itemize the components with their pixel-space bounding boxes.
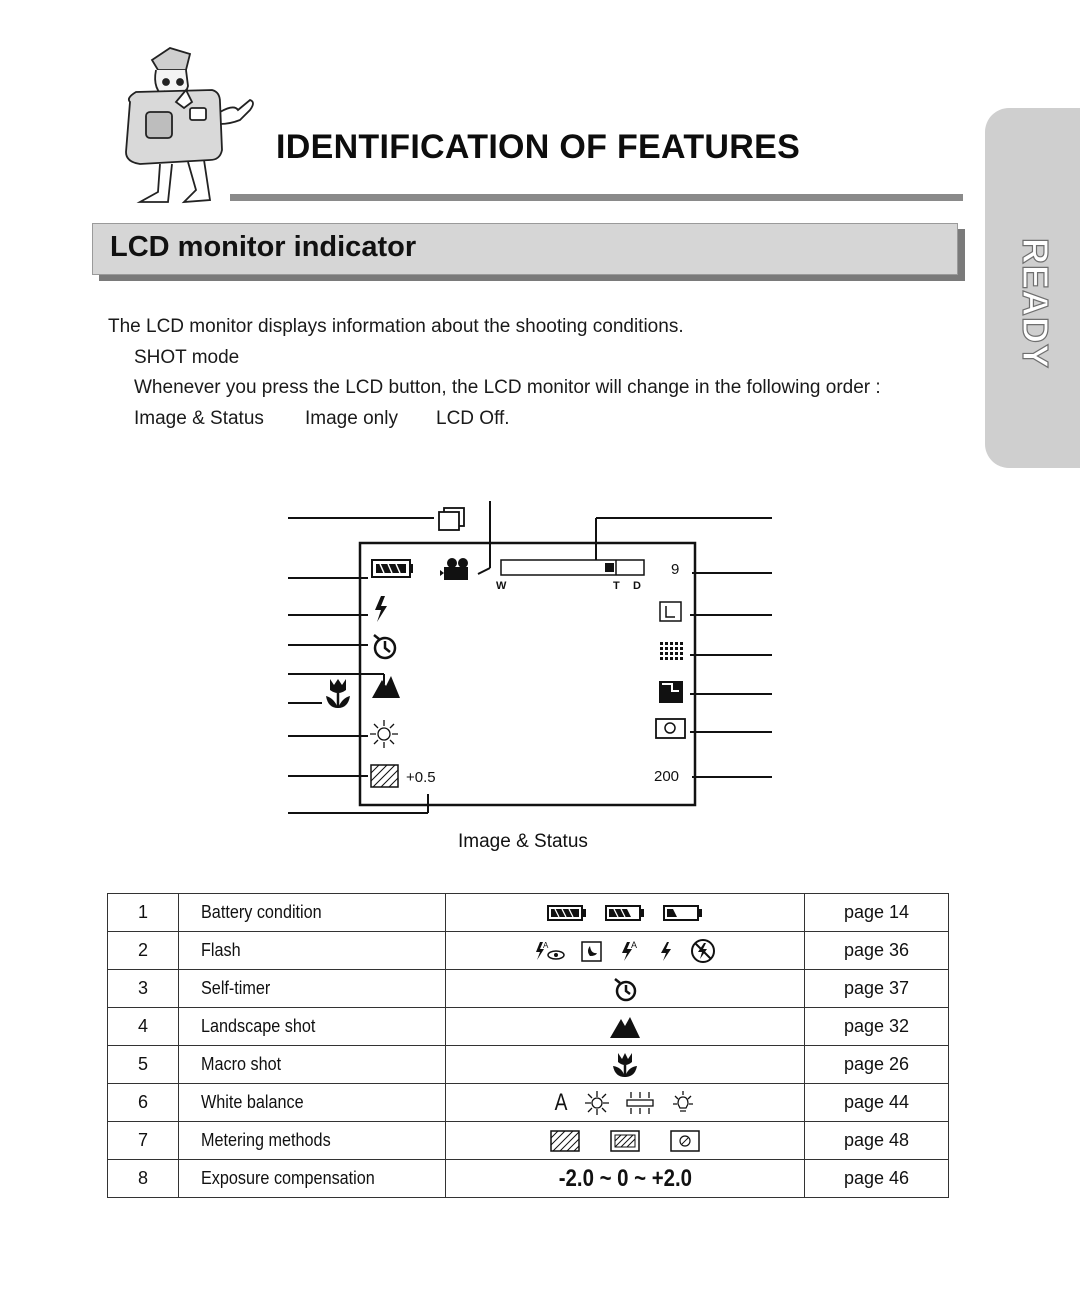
battery-full-icon [372, 560, 413, 577]
page-ref: page 37 [805, 970, 949, 1008]
flash-auto-redeye-icon [534, 939, 566, 963]
feature-name: Macro shot [201, 1054, 282, 1074]
battery-half-icon [605, 904, 645, 922]
landscape-icon [609, 1015, 641, 1039]
page-ref: page 46 [805, 1160, 949, 1198]
wb-auto-icon: A [554, 1088, 568, 1116]
metering-spot-icon [670, 1130, 700, 1152]
page-title: IDENTIFICATION OF FEATURES [276, 128, 801, 166]
instruction-text: Whenever you press the LCD button, the LCD monitor will change in the following order : [134, 377, 881, 398]
exposure-range: -2.0 ~ 0 ~ +2.0 [558, 1164, 692, 1192]
row-number: 1 [108, 894, 179, 932]
frame-counter: 9 [671, 561, 680, 578]
section-title: LCD monitor indicator [110, 231, 417, 263]
features-table [107, 893, 949, 1198]
mode-label: SHOT mode [134, 347, 240, 368]
feature-name: Landscape shot [201, 1016, 316, 1036]
row-number: 5 [108, 1046, 179, 1084]
wb-daylight-icon [370, 720, 398, 748]
chapter-tab-label: READY [1015, 238, 1056, 370]
metering-center-icon [610, 1130, 640, 1152]
flash-off-icon [690, 938, 716, 964]
exposure-value: +0.5 [406, 769, 436, 786]
svg-text:A: A [631, 939, 638, 950]
table-row [108, 894, 949, 932]
lcd-diagram [288, 498, 772, 818]
metering-multi-icon [550, 1130, 580, 1152]
feature-name: White balance [201, 1092, 304, 1112]
effect-icon [656, 719, 685, 738]
title-underline [230, 194, 963, 201]
macro-icon [612, 1052, 638, 1078]
macro-icon [326, 679, 350, 708]
zoom-digital-label: D [633, 580, 641, 592]
wb-tungsten-icon [669, 1090, 697, 1116]
page-ref: page 48 [805, 1122, 949, 1160]
section-header [92, 223, 958, 275]
row-number: 2 [108, 932, 179, 970]
page-ref: page 26 [805, 1046, 949, 1084]
feature-name: Metering methods [201, 1130, 331, 1150]
table-row [108, 932, 949, 970]
lcd-screen-frame [360, 543, 695, 805]
flash-fill-icon [656, 939, 676, 963]
table-row [108, 970, 949, 1008]
row-number: 6 [108, 1084, 179, 1122]
row-number: 3 [108, 970, 179, 1008]
image-size-icon [660, 602, 681, 621]
lcd-caption: Image & Status [458, 831, 588, 852]
intro-text: The LCD monitor displays information about the shooting conditions. [108, 316, 684, 337]
row-number: 8 [108, 1160, 179, 1198]
order-step-1: Image & Status [134, 408, 264, 429]
feature-name: Exposure compensation [201, 1168, 375, 1188]
table-row [108, 1160, 949, 1198]
page-ref: page 14 [805, 894, 949, 932]
row-number: 7 [108, 1122, 179, 1160]
battery-low-icon [663, 904, 703, 922]
sharpness-icon [659, 681, 683, 703]
zoom-tele-label: T [613, 580, 620, 592]
flash-auto-icon [618, 939, 642, 963]
row-number: 4 [108, 1008, 179, 1046]
table-row [108, 1084, 949, 1122]
camera-mascot-icon [100, 40, 270, 210]
self-timer-icon [374, 635, 395, 658]
flash-icon [375, 596, 387, 622]
metering-multi-icon [371, 765, 398, 787]
table-row [108, 1046, 949, 1084]
wb-fluorescent-icon [625, 1090, 655, 1116]
svg-text:A: A [543, 940, 549, 950]
feature-name: Flash [201, 940, 241, 960]
page-ref: page 32 [805, 1008, 949, 1046]
battery-full-icon [547, 904, 587, 922]
movie-camera-icon [440, 558, 468, 580]
chapter-tab [985, 108, 1080, 468]
table-row [108, 1122, 949, 1160]
landscape-icon [372, 676, 400, 698]
feature-name: Battery condition [201, 902, 322, 922]
wb-daylight-icon [583, 1090, 611, 1116]
feature-name: Self-timer [201, 978, 271, 998]
flash-night-icon [580, 939, 604, 963]
self-timer-icon [612, 976, 638, 1002]
order-step-3: LCD Off. [436, 408, 510, 429]
table-row [108, 1008, 949, 1046]
page-ref: page 44 [805, 1084, 949, 1122]
zoom-bar [501, 560, 644, 575]
page-ref: page 36 [805, 932, 949, 970]
zoom-wide-label: W [496, 580, 507, 592]
continuous-shot-icon [439, 508, 464, 530]
iso-value: 200 [654, 768, 680, 785]
order-step-2: Image only [305, 408, 398, 429]
quality-icon [660, 642, 683, 660]
